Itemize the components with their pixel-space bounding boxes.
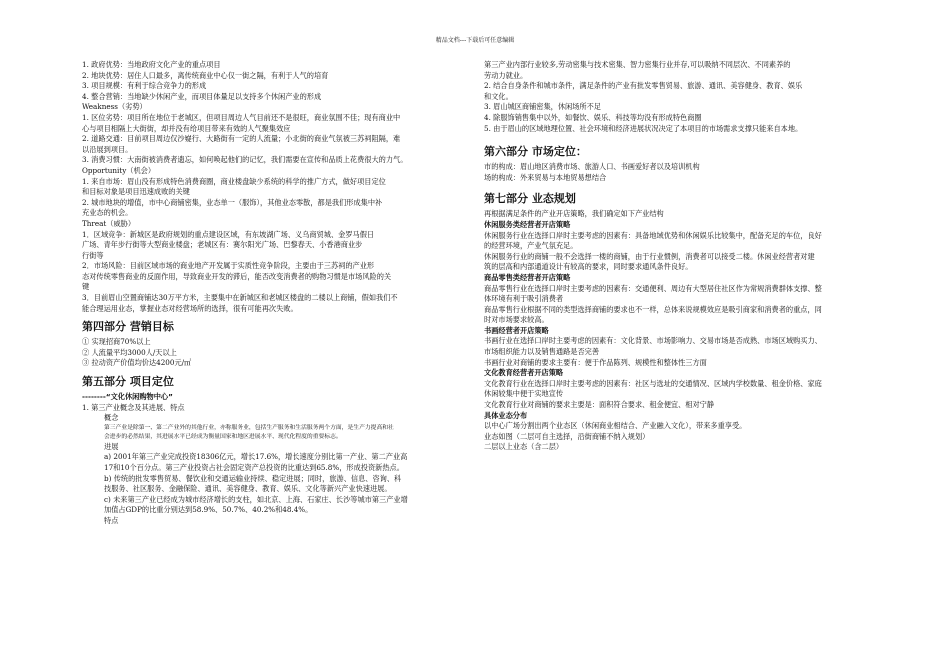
section-5-item: 1. 第三产业概念及其进展、特点	[82, 402, 185, 412]
weakness-line: 2. 道路交通：目前项目周边仅沙嶷行、大路街有一定的人流量；小北街的商业气氛被三苏祠阻隔，难	[82, 134, 401, 144]
section-4-title: 第四部分 营销目标	[82, 320, 174, 334]
retail-strategy-title: 商品零售类经营者开店策略	[484, 272, 571, 282]
retail-line: 商品零售行业在选择口岸时主要考虑的因素有：交通便利、周边有大型居住社区作为常规消费群体支撑、整	[484, 283, 822, 293]
strengths-line: 3. 项目规模：有利于综合竞争力的形成	[82, 81, 207, 91]
weakness-title: Weakness（劣势）	[82, 102, 147, 112]
opportunity-line: 和目标对象是项目迅速成败的关键	[82, 187, 190, 197]
progress-line: 技服务、社区服务、金融保险、通讯、美容健身、教育、娱乐、文化等新兴产业快速进展。	[104, 484, 392, 494]
education-line: 休闲较集中便于实地宣传	[484, 389, 564, 399]
book-strategy-text	[484, 336, 884, 368]
opportunity-line: 充业态的机会。	[82, 208, 133, 218]
weakness-list	[82, 113, 477, 166]
features-line: 和文化。	[484, 91, 513, 101]
concept-line: 会进步的必然结果，其进展水平已经成为衡量国家和地区进展水平、现代化程度的重要标志。	[104, 433, 342, 440]
progress-line: a) 2001年第三产业完成投资18306亿元，增长17.6%，增长速度分别比第一产业、第二产业高	[104, 452, 408, 462]
right-column	[484, 60, 884, 453]
strengths-line: 4. 整合营销：当地缺少休闲产业，而项目体量足以支持多个休闲产业的形成	[82, 91, 322, 101]
marketing-goal-item: ③ 拉动资产价值均价达4200元/㎡	[82, 358, 192, 368]
book-line: 书画行业在选择口岸时主要考虑的因素有：文化背景、市场影响力、交易市场是否成熟、市场区域购买力、	[484, 336, 822, 346]
features-line: 劳动力就业。	[484, 70, 528, 80]
concept-label: 概念	[104, 413, 119, 423]
section-7-title: 第七部分 业态规划	[484, 192, 576, 206]
marketing-goal-item: ② 人流量平均3000人/天以上	[82, 347, 177, 357]
features-label: 特点	[104, 515, 119, 525]
threat-line: 广场、青年步行街等大型商业楼盘；老城区有：赛尔阳光广场、巴黎春天、小香港商业步	[82, 240, 363, 250]
progress-line: c) 未来第三产业已经成为城市经济增长的支柱，如北京、上海、石家庄、长沙等城市第三产业增	[104, 494, 408, 504]
features-line: 3. 眉山城区商铺密集，休闲场所不足	[484, 102, 601, 112]
progress-line: 17和10个百分点。第三产业投资占社会固定资产总投资的比重达到65.8%，形成投资新热点。	[104, 463, 404, 472]
section-5-subtitle: --------“文化休闲购物中心”	[82, 392, 173, 402]
strengths-line: 2. 地块优势：居住人口最多，离传统商业中心仅一街之隔，有利于人气的培育	[82, 70, 329, 80]
education-strategy-text	[484, 379, 884, 411]
leisure-line: 的经营环境，产业气氛充足。	[484, 241, 578, 251]
progress-label: 进展	[104, 441, 119, 451]
leisure-line: 筑的层高和内部通道设计有较高的要求，同时要求通风条件良好。	[484, 262, 693, 272]
threat-line: 态对传统零售商业的反面作用，导致商业开发的滞后，能否改变消费者的购物习惯是市场风险的关	[82, 271, 392, 281]
features-line: 5. 由于眉山的区域地理位置、社会环境和经济进展状况决定了本项目的市场需求支撑只能来自本地。	[484, 123, 803, 133]
threat-line: 3．目前眉山空置商铺达30万平方米，主要集中在新城区和老城区楼盘的二楼以上商铺，假如我们不	[82, 293, 398, 303]
opportunity-line: 1. 来自市场：眉山没有形成特色消费商圈，商业楼盘缺少系统的科学的推广方式，做好项目定位	[82, 176, 386, 186]
threat-line: 行街等	[82, 250, 104, 260]
book-line: 市场组织能力以及销售通路是否完善	[484, 347, 600, 357]
leisure-strategy-title: 休闲服务类经营者开店策略	[484, 219, 571, 229]
specific-line: 二层以上业态（含二层）	[484, 442, 564, 452]
book-line: 书画行业对商铺的要求主要有：便于作品陈列、规模性和整体性三方面	[484, 357, 707, 367]
weakness-line: 以沿展到项目。	[82, 144, 133, 154]
progress-line: 加值占GDP的比重分别达到58.9%、50.7%、40.2%和48.4%。	[104, 505, 313, 515]
leisure-line: 休闲服务行业的商铺一般不会选择一楼的商铺，由于行业惯例，消费者可以接受二楼。休闲业经营者对建	[484, 251, 815, 261]
progress-list	[82, 452, 477, 516]
section-5-title: 第五部分 项目定位	[82, 375, 174, 389]
market-positioning-line: 场的构成：外来贸易与本地贸易想结合	[484, 172, 607, 182]
weakness-line: 1. 区位劣势：项目所在地位于老城区，但项目周边人气目前还不是很旺，商业氛围不佳；现有商业中	[82, 112, 401, 122]
threat-line: 能合理运用业态，掌握业态对经营场所的选择，很有可能再次失败。	[82, 303, 298, 313]
threat-line: 2．市场风险：目前区域市场的商业地产开发属于实质性竞争阶段，主要由于三苏祠的产业形	[82, 261, 375, 271]
threat-line: 1．区域竞争：新城区是政府规划的重点建设区域，有东坡湖广场、义乌商贸城、金罗马假日	[82, 229, 375, 239]
weakness-line: 3. 消费习惯：大南街被消费者遗忘，如何唤起他们的记忆，我们需要在宣传和品质上花费很大的力气。	[82, 155, 408, 165]
education-line: 文化教育行业对商铺的要求主要是：面积符合要求、租金便宜、相对宁静	[484, 400, 715, 410]
threat-line: 键	[82, 282, 90, 292]
concept-line: 第三产业是除第一、第二产业外的其他行业，亦称服务业，包括生产服务和生活服务两个方面，是生产力提高和社	[104, 424, 394, 431]
threat-title: Threat（威胁）	[82, 218, 136, 228]
progress-line: b) 传统的批发零售贸易、餐饮业和交通运输业持续、稳定进展；同时，旅游、信息、咨询、科	[104, 473, 402, 483]
left-column	[82, 60, 477, 527]
specific-line: 以中心广场分割出两个业态区（休闲商业相结合、产业融入文化），带来多重享受。	[484, 421, 747, 431]
book-strategy-title: 书画经营者开店策略	[484, 325, 549, 335]
marketing-goal-item: ① 实现招商70%以上	[82, 337, 151, 347]
marketing-goals-list	[82, 337, 477, 369]
section-7-intro: 再根据满足条件的产业开店策略，我们确定如下产业结构	[484, 209, 664, 219]
features-line: 4. 除服饰销售集中以外，如餐饮、娱乐、科技等均没有形成特色商圈	[484, 112, 702, 122]
opportunity-title: Opportunity（机会）	[82, 165, 156, 175]
specific-layout-title: 具体业态分布	[484, 410, 528, 420]
market-positioning-line: 市的构成：眉山地区消费市场、旅游人口、书画爱好者以及培训机构	[484, 162, 700, 172]
education-strategy-title: 文化教育经营者开店策略	[484, 368, 564, 378]
features-line: 第三产业内部行业较多,劳动密集与技术密集、智力密集行业并存,可以吸纳不同层次、不同素养的	[484, 60, 791, 69]
features-line: 2. 结合自身条件和城市条件，满足条件的产业有批发零售贸易、旅游、通讯、美容健身、教育、娱乐	[484, 81, 803, 91]
retail-line: 体环境有利于吸引消费者	[484, 294, 564, 304]
specific-layout-text	[484, 421, 884, 453]
section-6-title: 第六部分 市场定位：	[484, 145, 587, 159]
concept-text	[82, 424, 477, 442]
opportunity-list	[82, 177, 477, 219]
market-positioning-list	[484, 162, 884, 183]
features-list	[484, 60, 884, 134]
leisure-strategy-text	[484, 231, 884, 273]
strengths-list	[82, 60, 477, 102]
specific-line: 业态如图（二层可自主选择，沿街商铺不纳入规划）	[484, 431, 650, 441]
retail-line: 商品零售行业根据不同的类型选择商铺的要求也不一样，总体来说规模效应是吸引商家和消费者的重点，同	[484, 304, 822, 314]
retail-line: 时对市场要求较高。	[484, 315, 549, 325]
weakness-line: 心与项目相隔上大街街，却并没有给项目带来有效的人气聚集效应	[82, 123, 291, 133]
strengths-line: 1. 政府优势：当地政府文化产业的重点项目	[82, 60, 221, 69]
leisure-line: 休闲服务行业在选择口岸时主要考虑的因素有：具备地域优势和休闲娱乐比较集中，配备充足的车位，良好	[484, 230, 822, 240]
page-header: 精品文档---下载后可任意编辑	[435, 37, 515, 44]
opportunity-line: 2. 城市地块的增值，市中心商铺密集，业态单一（服饰），其他业态零散，都是我们形成集中补	[82, 197, 383, 207]
education-line: 文化教育行业在选择口岸时主要考虑的因素有：社区与选址的交通情况、区域内学校数量、租金价格、家庭	[484, 378, 822, 388]
retail-strategy-text	[484, 284, 884, 326]
threat-list	[82, 230, 477, 315]
